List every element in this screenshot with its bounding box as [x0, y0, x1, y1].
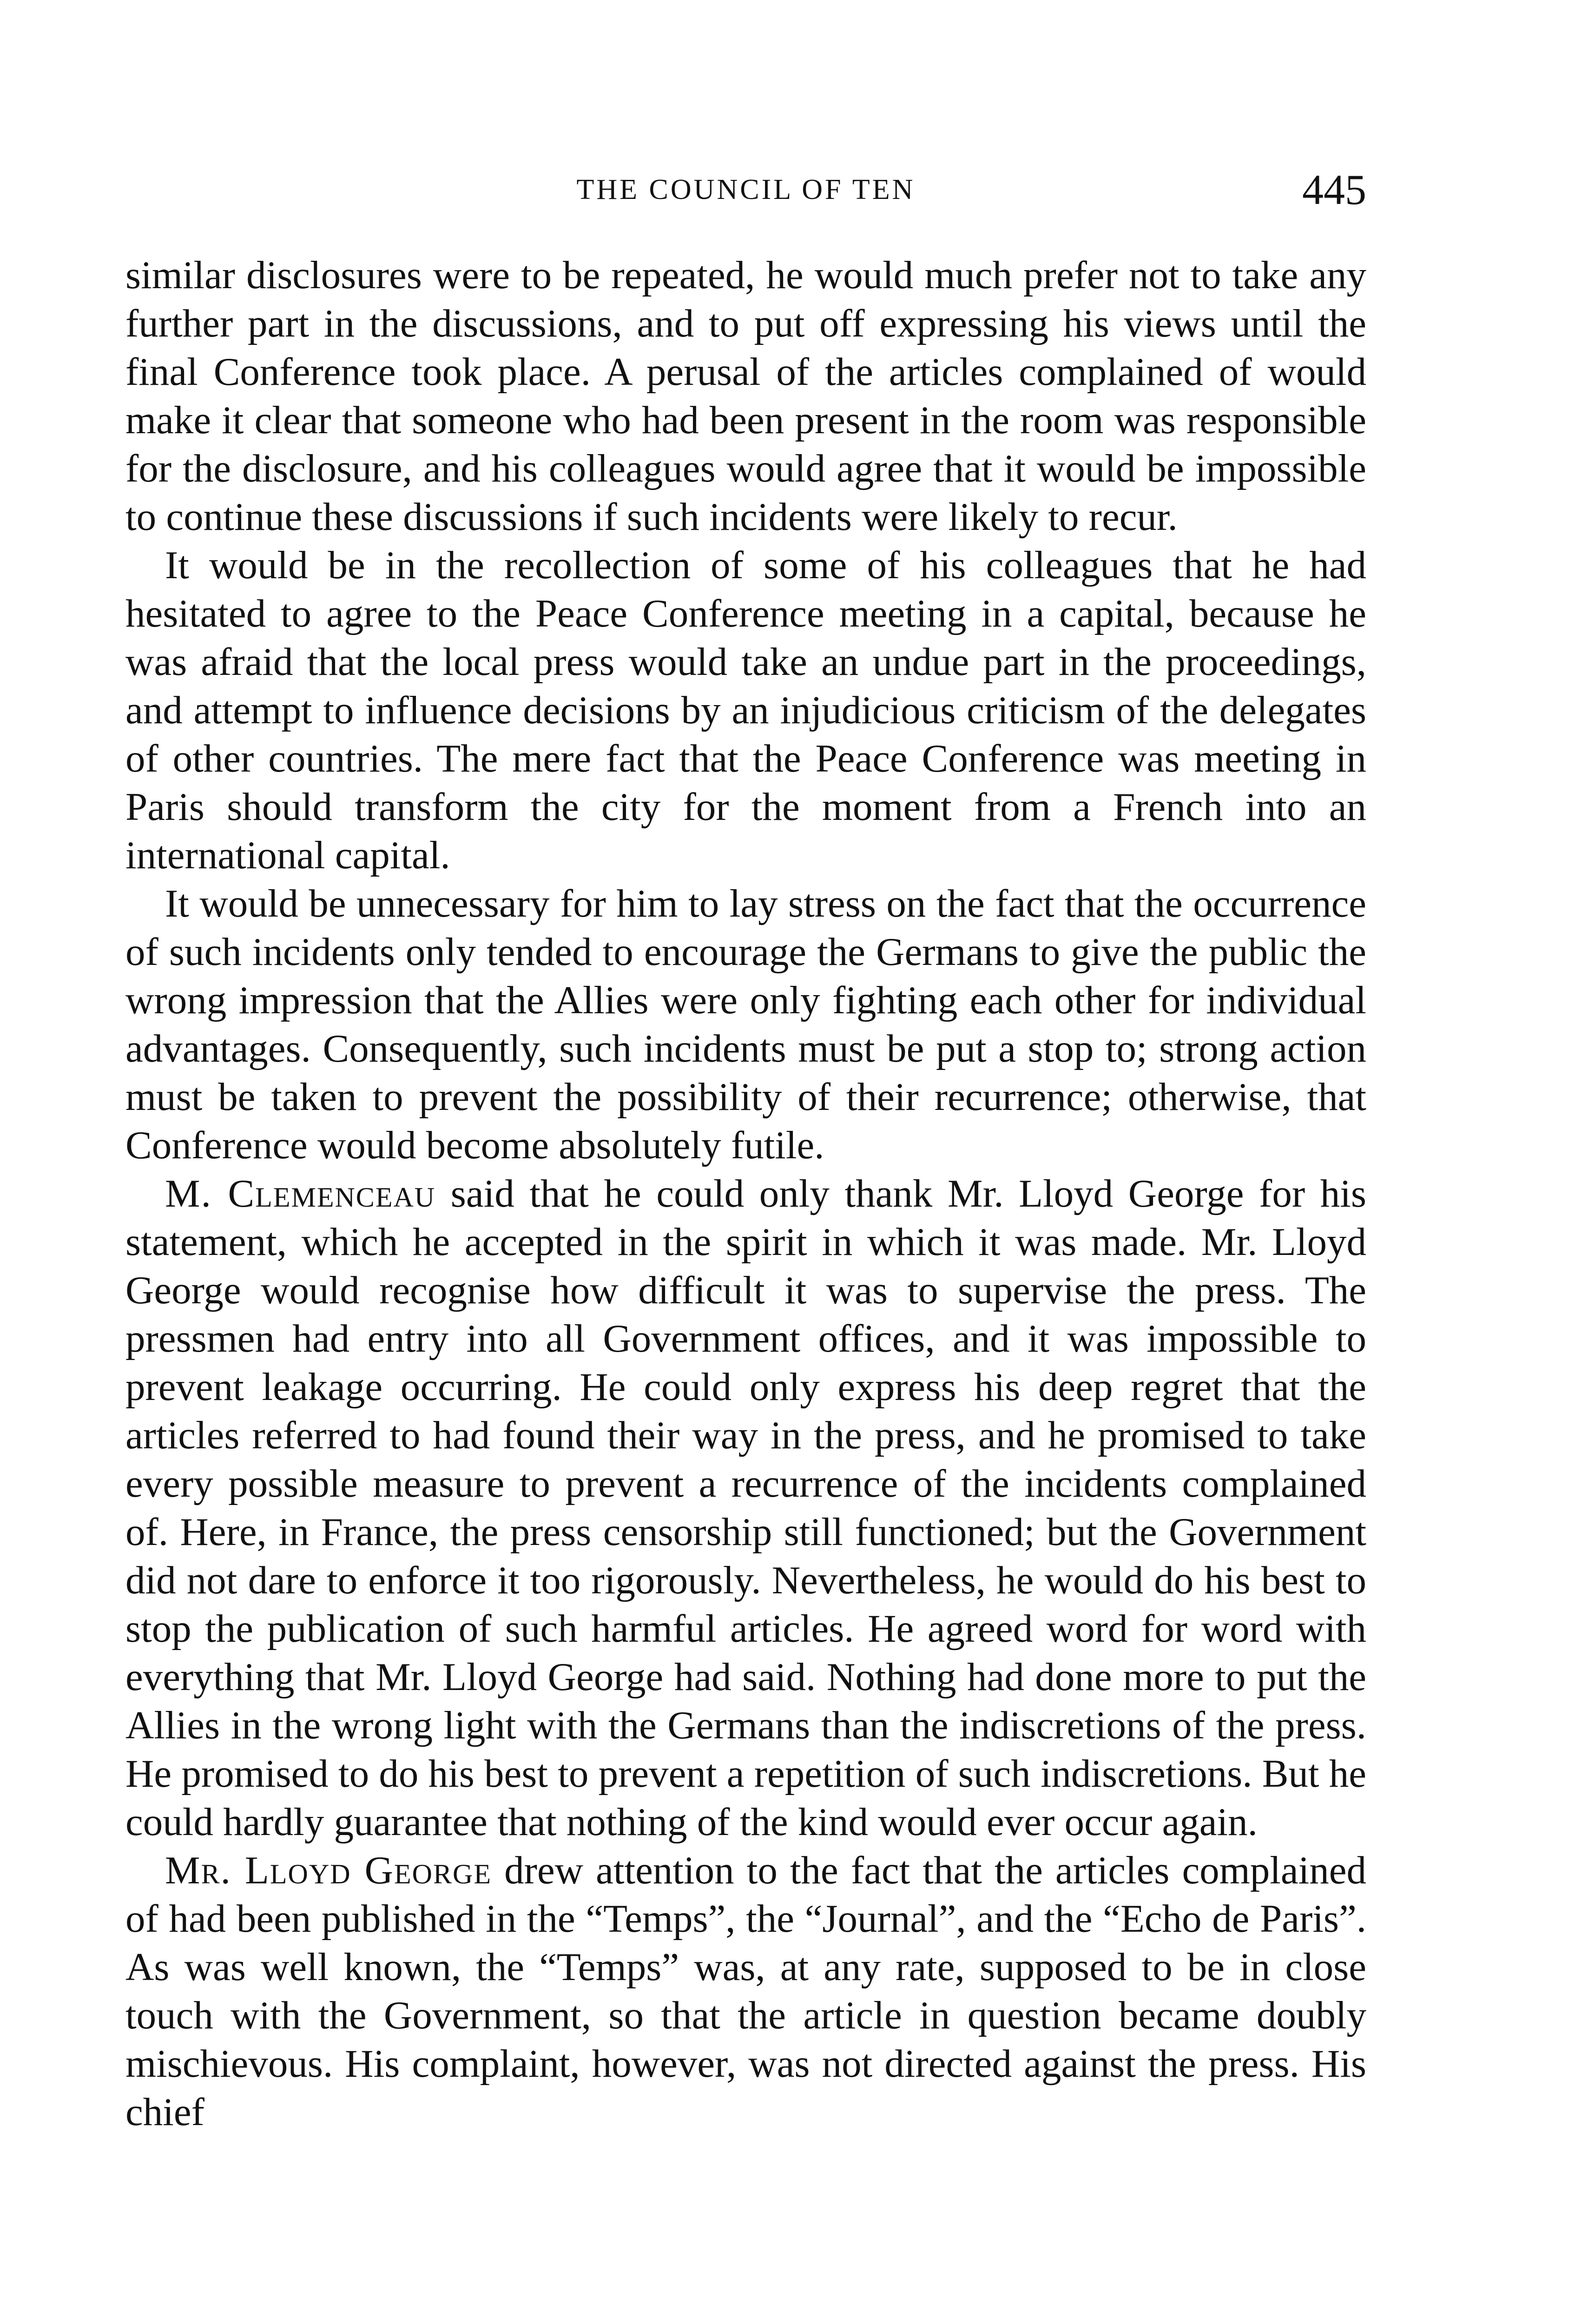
- paragraph-continuation: [125, 251, 1366, 541]
- running-title: THE COUNCIL OF TEN: [576, 174, 916, 205]
- body-text: [125, 251, 1366, 2136]
- speaker-name: Mr. Lloyd George: [165, 1849, 492, 1892]
- paragraph-text: It would be in the recollection of some of his colleagues that he had hesitated to agree to the Peace Conference meeting in a capital, because he was afraid that the local press would take an undue part in the proceedings, and attempt to influence decisions by an injudicious criticism of the delegates of other countries. The mere fact that the Peace Conference was meeting in Paris should transform the city for the moment from a French into an international capital.: [125, 543, 1366, 877]
- paragraph-speaker-clemenceau: [125, 1169, 1366, 1846]
- paragraph: [125, 879, 1366, 1169]
- paragraph-speaker-lloyd-george: [125, 1846, 1366, 2136]
- paragraph: [125, 541, 1366, 879]
- page-number: 445: [1302, 166, 1366, 213]
- paragraph-text: It would be unnecessary for him to lay stress on the fact that the occurrence of such incidents only tended to encourage the Germans to give the public the wrong impression that the Allies were only fighting each other for individual advantages. Consequently, such incidents must be put a stop to; strong action must be taken to prevent the possibility of their recurrence; otherwise, that Conference would become absolutely futile.: [125, 882, 1366, 1167]
- paragraph-text: said that he could only thank Mr. Lloyd George for his statement, which he accepted in the spirit in which it was made. Mr. Lloyd George would recognise how difficult it was to supervise the press. The pressmen had entry into all Government offices, and it was impossible to prevent leakage occurring. He could only express his deep regret that the articles referred to had found their way in the press, and he promised to take every possible measure to prevent a recurrence of the incidents complained of. Here, in France, the press censorship still functioned; but the Government did not dare to enforce it too rigorously. Nevertheless, he would do his best to stop the publication of such harmful articles. He agreed word for word with everything that Mr. Lloyd George had said. Nothing had done more to put the Allies in the wrong light with the Germans than the indiscretions of the press. He promised to do his best to prevent a repetition of such indiscretions. But he could hardly guarantee that nothing of the kind would ever occur again.: [125, 1172, 1367, 1844]
- paragraph-text: drew attention to the fact that the articles complained of had been published in the “Temps”, the “Journal”, and the “Echo de Paris”. As was well known, the “Temps” was, at any rate, supposed to be in close touch with the Government, so that the article in question became doubly mischievous. His complaint, however, was not directed against the press. His chief: [125, 1849, 1366, 2134]
- running-head: [125, 165, 1366, 221]
- speaker-name: M. Clemenceau: [165, 1172, 436, 1215]
- paragraph-text: similar disclosures were to be repeated, he would much prefer not to take any further part in the discussions, and to put off expressing his views until the final Conference took place. A perusal of the articles complained of would make it clear that someone who had been present in the room was responsible for the disclosure, and his colleagues would agree that it would be impossible to continue these discussions if such incidents were likely to recur.: [125, 253, 1366, 539]
